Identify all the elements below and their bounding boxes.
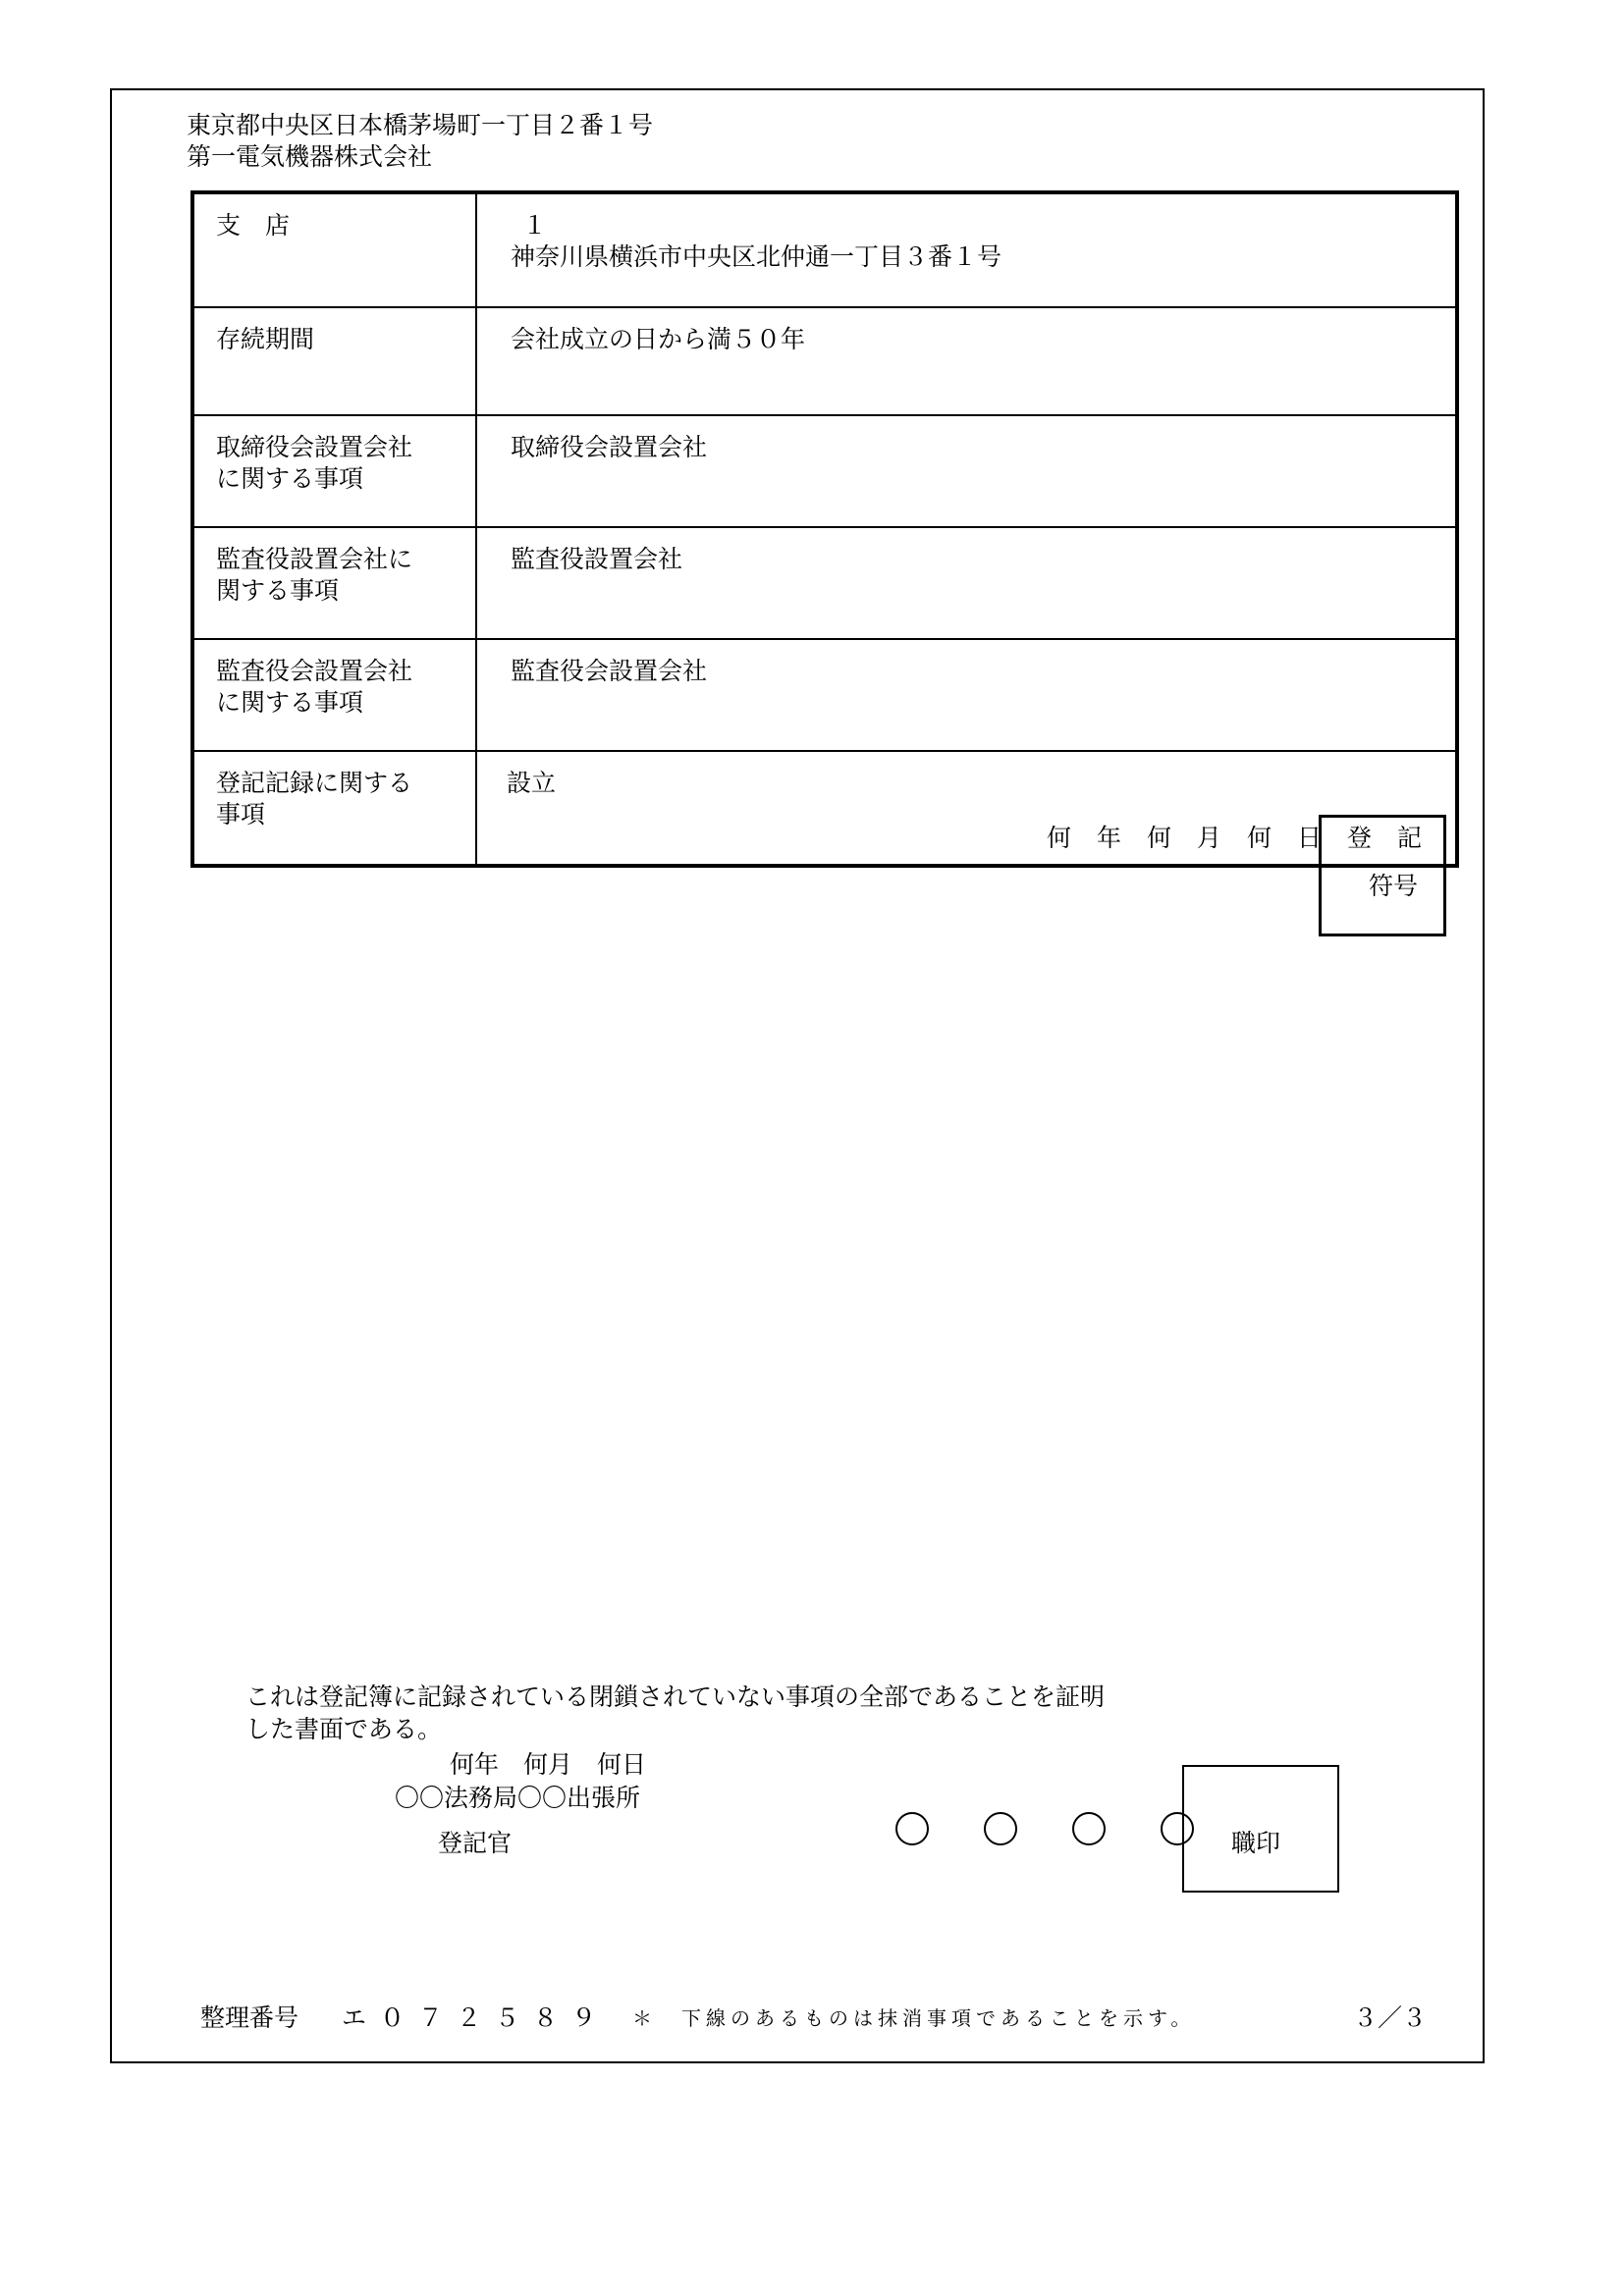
company-name: 第一電気機器株式会社	[187, 142, 433, 171]
duration-value: 会社成立の日から満５０年	[511, 325, 806, 353]
symbol-label: 符号	[1369, 872, 1419, 900]
row-value	[476, 415, 1457, 527]
registration-date: 何年何月何日登記	[1046, 824, 1447, 852]
duration-label: 存続期間	[216, 325, 315, 353]
official-seal-box	[1182, 1765, 1339, 1893]
record-value: 設立	[507, 769, 557, 797]
strikeout-note: ＊ 下線のあるものは抹消事項であることを示す。	[632, 2006, 1196, 2030]
table-row	[192, 192, 1457, 307]
certificate-date: 何年 何月 何日	[450, 1750, 647, 1779]
row-value	[476, 527, 1457, 639]
audit-board-label-line1: 監査役会設置会社	[216, 657, 413, 685]
board-label-line2: に関する事項	[216, 464, 364, 493]
board-label-line1: 取締役会設置会社	[216, 433, 413, 461]
row-value	[476, 751, 1457, 866]
seal-label: 職印	[1231, 1829, 1281, 1857]
table-row	[192, 527, 1457, 639]
table-row	[192, 307, 1457, 415]
audit-board-label-line2: に関する事項	[216, 688, 364, 717]
auditor-label-line2: 関する事項	[216, 576, 340, 605]
table-row	[192, 639, 1457, 751]
circle-placeholder-icon	[984, 1812, 1017, 1845]
row-label	[192, 751, 476, 866]
reference-number: エ０７２５８９	[342, 2003, 611, 2032]
branch-label: 支 店	[216, 211, 291, 240]
row-label	[192, 639, 476, 751]
registry-office: 〇〇法務局〇〇出張所	[395, 1784, 641, 1812]
record-label-line2: 事項	[216, 800, 266, 828]
table-row	[192, 751, 1457, 866]
audit-board-value: 監査役会設置会社	[511, 657, 708, 685]
record-label-line1: 登記記録に関する	[216, 769, 413, 797]
circle-placeholder-icon	[895, 1812, 929, 1845]
registrar-name-placeholder	[895, 1812, 1194, 1845]
auditor-value: 監査役設置会社	[511, 545, 683, 573]
row-label	[192, 415, 476, 527]
reference-label: 整理番号	[200, 2003, 299, 2032]
auditor-label-line1: 監査役設置会社に	[216, 545, 413, 573]
table-row	[192, 415, 1457, 527]
board-value: 取締役会設置会社	[511, 433, 708, 461]
certificate-line1: これは登記簿に記録されている閉鎖されていない事項の全部であることを証明	[245, 1682, 1106, 1711]
row-label	[192, 192, 476, 307]
row-value	[476, 192, 1457, 307]
branch-address: 神奈川県横浜市中央区北仲通一丁目３番１号	[511, 242, 1002, 271]
row-label	[192, 527, 476, 639]
branch-number: １	[522, 211, 548, 240]
symbol-box	[1319, 815, 1446, 936]
company-address: 東京都中央区日本橋茅場町一丁目２番１号	[187, 111, 654, 139]
certificate-text	[245, 1681, 1105, 1745]
registry-table	[190, 190, 1459, 868]
row-value	[476, 307, 1457, 415]
circle-placeholder-icon	[1072, 1812, 1106, 1845]
registrar-label: 登記官	[438, 1829, 513, 1857]
certificate-line2: した書面である。	[245, 1715, 443, 1743]
row-label	[192, 307, 476, 415]
page-number: ３／３	[1353, 2003, 1428, 2032]
company-header	[187, 110, 653, 173]
row-value	[476, 639, 1457, 751]
